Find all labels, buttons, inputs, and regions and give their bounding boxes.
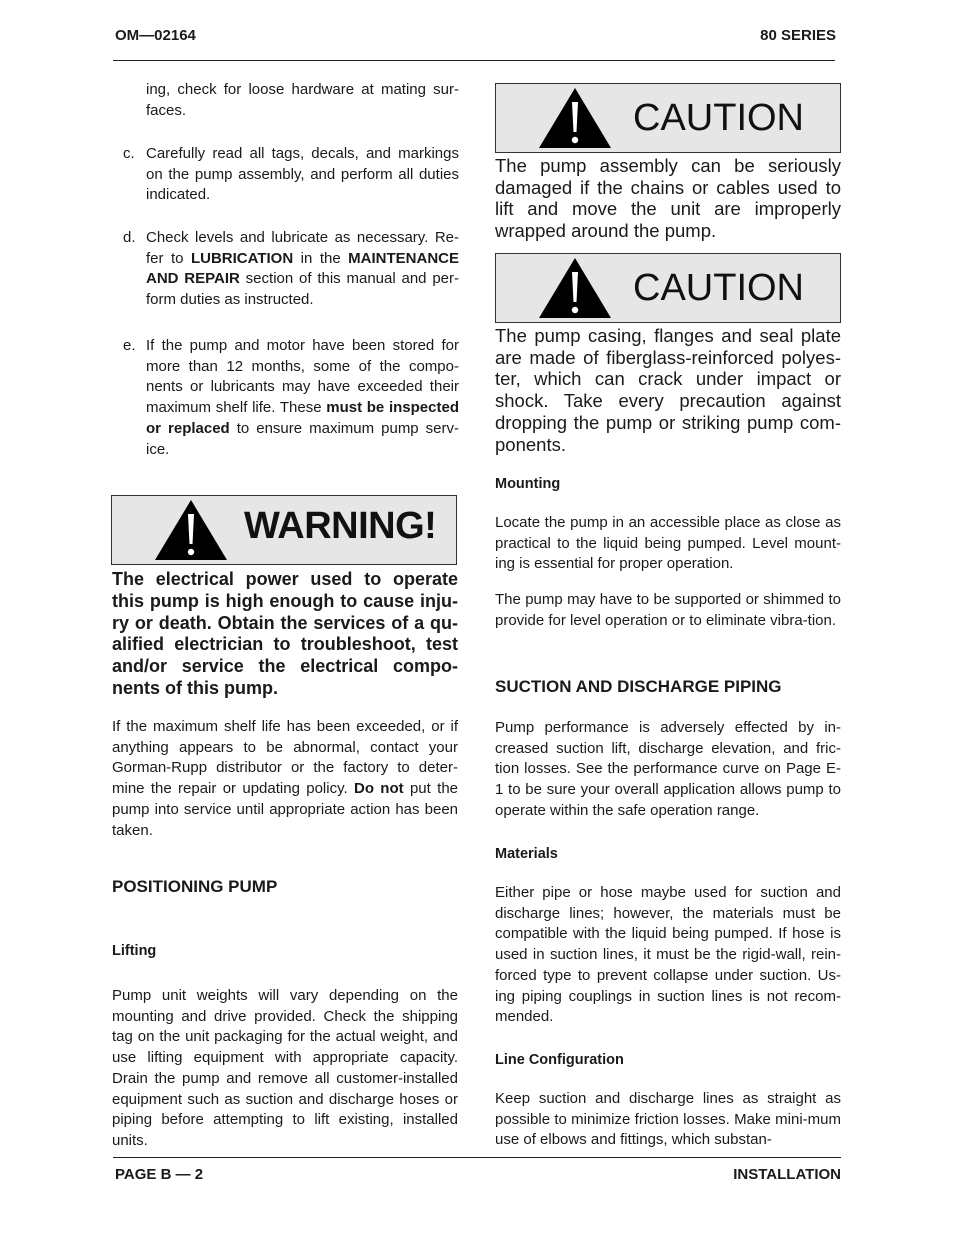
caution-text: The pump casing, flanges and seal plate are made of fiberglass-reinforced polyes-ter, which can crack under impact or shock. Take every precaution against dropping the pump or striking pump com-ponents. xyxy=(495,325,841,455)
caution-box xyxy=(495,83,841,153)
materials-paragraph: Either pipe or hose maybe used for suction and discharge lines; however, the materials must be compatible with the liquid being pumped. If hose is used in suction lines, it must be the rigid-wall, rein-forced type to prevent collapse under suction. Us-ing piping couplings in suction lines is not recom-mended. xyxy=(495,884,841,1026)
subheading-mounting: Mounting xyxy=(495,476,561,492)
list-item xyxy=(123,144,459,206)
item-text: Carefully read all tags, decals, and markings on the pump assembly, and perform all duties indicated. xyxy=(146,145,459,204)
exclamation-triangle-icon xyxy=(153,498,229,562)
caution-heading: CAUTION xyxy=(633,267,804,309)
list-item xyxy=(123,336,459,462)
item-label: c. xyxy=(123,145,135,162)
caution-text: The pump assembly can be seriously damaged if the chains or cables used to lift and move the unit are improperly wrapped around the pump. xyxy=(495,155,841,242)
subheading-materials: Materials xyxy=(495,846,558,862)
caution-heading: CAUTION xyxy=(633,97,804,139)
item-text: Check levels and lubricate as necessary. Re-fer to LUBRICATION in the MAINTENANCE AND REPAIR section of this manual and per-form duties as instructed. xyxy=(146,229,459,309)
line-configuration-paragraph: Keep suction and discharge lines as straight as possible to minimize friction losses. Make mini-mum use of elbows and fittings, which substan- xyxy=(495,1090,841,1149)
warning-text: The electrical power used to operate this pump is high enough to cause inju-ry or death. Obtain the services of a qu-alified electrician to troubleshoot, test and/or service the electrical compo-nents of this pump. xyxy=(112,569,458,698)
mounting-paragraph: The pump may have to be supported or shimmed to provide for level operation or to eliminate vibra-tion. xyxy=(495,591,841,629)
section-heading-suction: SUCTION AND DISCHARGE PIPING xyxy=(495,677,782,696)
footer-rule xyxy=(113,1157,841,1158)
mounting-paragraph: Locate the pump in an accessible place as close as practical to the liquid being pumped. Level mount-ing is essential for proper operation. xyxy=(495,514,841,573)
item-text: If the pump and motor have been stored for more than 12 months, some of the compo-nents or lubricants may have exceeded their maximum shelf life. These must be inspected or replaced to ensure maximum pump serv-ice. xyxy=(146,337,459,458)
lifting-paragraph: Pump unit weights will vary depending on the mounting and drive provided. Check the shipping tag on the unit packaging for the actual weight, and use lifting equipment with appropriate capacity. Drain the pump and remove all customer-installed equipment such as suction and discharge hoses or piping before attempting to lift existing, installed units. xyxy=(112,987,458,1149)
series-name: 80 SERIES xyxy=(760,27,836,44)
subheading-line-configuration: Line Configuration xyxy=(495,1052,624,1068)
item-label: d. xyxy=(123,229,136,246)
suction-paragraph: Pump performance is adversely effected by in-creased suction lift, discharge elevation, and fric-tion losses. See the performance curve on Page E-1 to be sure your overall application allows pump to operate within the safe operation range. xyxy=(495,719,841,819)
item-label: e. xyxy=(123,337,136,354)
caution-box xyxy=(495,253,841,323)
intro-text: ing, check for loose hardware at mating sur-faces. xyxy=(146,81,459,119)
subheading-lifting: Lifting xyxy=(112,943,157,959)
document-code: OM—02164 xyxy=(115,27,196,44)
list-item xyxy=(123,228,459,312)
warning-box xyxy=(111,495,457,565)
section-heading-positioning: POSITIONING PUMP xyxy=(112,877,278,896)
exclamation-triangle-icon xyxy=(537,256,613,320)
warning-heading: WARNING! xyxy=(244,505,437,547)
section-name: INSTALLATION xyxy=(733,1166,841,1183)
shelf-life-paragraph: If the maximum shelf life has been exceeded, or if anything appears to be abnormal, contact your Gorman-Rupp distributor or the factory to deter-mine the repair or updating policy. Do not put the pump into service until appropriate action has been taken. xyxy=(112,718,459,839)
exclamation-triangle-icon xyxy=(537,86,613,150)
header-rule xyxy=(113,60,835,61)
page-number: PAGE B — 2 xyxy=(115,1166,204,1183)
